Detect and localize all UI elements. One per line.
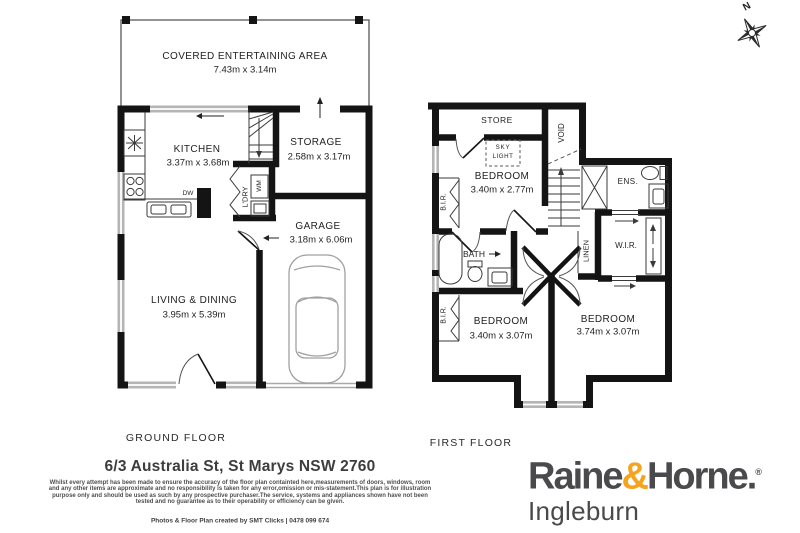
room-label-storage: STORAGE: [290, 137, 342, 148]
logo-ampersand: &: [621, 455, 647, 498]
room-dims-bedroom3: 3.74m x 3.07m: [576, 326, 640, 338]
room-label-living-dining: LIVING & DINING: [150, 295, 238, 306]
room-label-bedroom1: BEDROOM: [474, 171, 530, 182]
compass-north-label: N: [741, 0, 753, 14]
label-skylight-line2: LIGHT: [492, 152, 514, 160]
first-floor-title: FIRST FLOOR: [429, 436, 513, 449]
logo-horne: Horne.: [646, 455, 756, 498]
room-dims-covered-area: 7.43m x 3.14m: [213, 64, 277, 76]
room-dims-living-dining: 3.95m x 5.39m: [162, 309, 226, 321]
room-label-kitchen: KITCHEN: [173, 144, 221, 155]
compass-icon: [730, 11, 773, 54]
ground-floor-title: GROUND FLOOR: [125, 431, 227, 444]
kitchen-wall-stub: [197, 188, 211, 218]
label-washing-machine: WM: [255, 180, 263, 192]
room-label-bedroom3: BEDROOM: [580, 314, 636, 325]
logo-raine: Raine: [528, 455, 622, 498]
room-label-ensuite: ENS.: [617, 177, 639, 186]
room-label-laundry: L'DRY: [240, 186, 250, 208]
room-dims-storage: 2.58m x 3.17m: [287, 151, 351, 163]
label-linen: LINEN: [581, 239, 591, 263]
disclaimer-text: [0, 480, 480, 506]
disclaimer-line: tested and no guarantee as to their operability or efficiency can be given.: [135, 499, 345, 506]
room-label-store: STORE: [481, 114, 513, 125]
raine-horne-logo: [528, 452, 796, 524]
room-dims-bedroom2: 3.40m x 3.07m: [469, 330, 533, 342]
room-dims-bedroom1: 3.40m x 2.77m: [470, 184, 534, 196]
room-dims-garage: 3.18m x 6.06m: [289, 234, 353, 246]
room-label-wir: W.I.R.: [615, 241, 637, 250]
logo-office-name: Ingleburn: [528, 495, 640, 526]
room-dims-kitchen: 3.37m x 3.68m: [166, 157, 230, 169]
disclaimer-line: purpose only and should be used as such by any prospective purchaser.The service, systems and appliances shown have not been: [52, 492, 428, 499]
property-address: 6/3 Australia St, St Marys NSW 2760: [104, 458, 376, 475]
room-label-bedroom2: BEDROOM: [473, 316, 529, 327]
label-bir-bottom: B.I.R.: [440, 306, 448, 324]
room-label-garage: GARAGE: [295, 221, 341, 232]
label-skylight-line1: SKY: [495, 143, 511, 151]
room-label-bath: BATH: [462, 248, 486, 259]
room-label-covered-area: COVERED ENTERTAINING AREA: [162, 51, 328, 62]
garage-door: [266, 381, 356, 389]
label-void: VOID: [557, 123, 566, 143]
logo-brand-name: [528, 452, 796, 497]
label-dishwasher: DW: [182, 189, 194, 197]
credit-text: Photos & Floor Plan created by SMT Clicks | 0478 099 674: [150, 517, 330, 525]
disclaimer-line: and any other items are approximate and no responsibility is taken for any error,omission or mis-statement.This plan is for illustration: [48, 486, 432, 493]
logo-registered-mark: ®: [755, 467, 762, 477]
disclaimer-line: Whilst every attempt has been made to ensure the accuracy of the floor plan containted here,measurements of doors, windows, room: [49, 480, 431, 486]
label-bir-top: B.I.R.: [440, 193, 448, 211]
